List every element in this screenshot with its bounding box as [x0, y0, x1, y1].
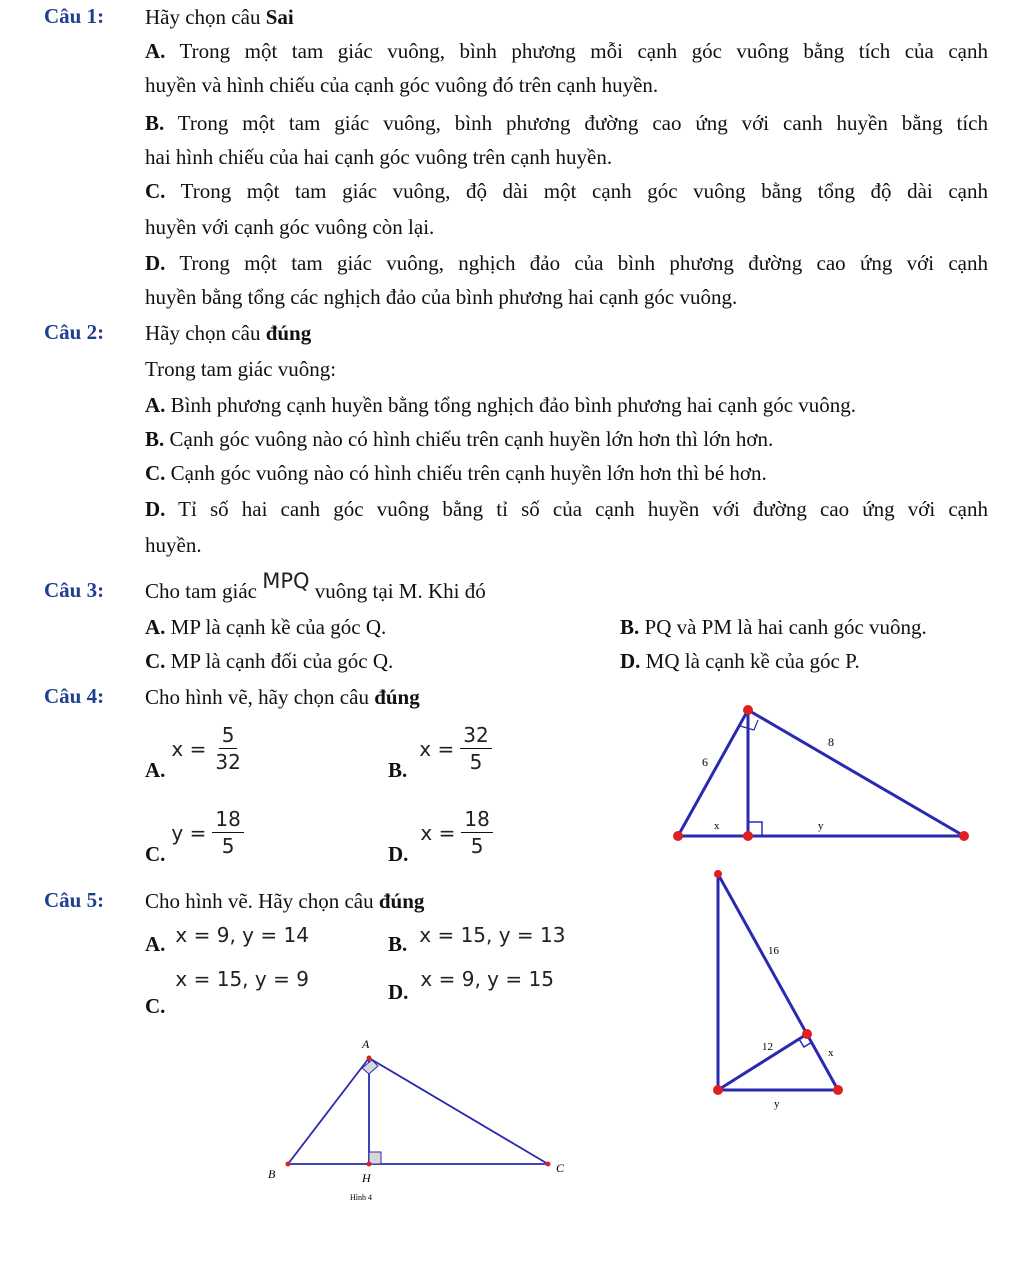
q5-prompt: [145, 888, 424, 914]
vertex-point-b: [286, 1162, 291, 1167]
fraction-den: 5: [469, 750, 483, 774]
label-12: 12: [762, 1041, 773, 1053]
option-text: x = 15, y = 9: [175, 966, 309, 991]
q4-option-d: [388, 806, 493, 866]
q2-prompt-bold: đúng: [265, 321, 312, 345]
label-6: 6: [702, 755, 708, 769]
option-letter: C.: [145, 461, 166, 485]
q1-option-d: [145, 250, 988, 276]
option-letter: A.: [145, 393, 166, 417]
option-letter: D.: [388, 980, 409, 1004]
q3-prompt-pre: Cho tam giác: [145, 579, 257, 603]
label-y: y: [818, 820, 824, 832]
option-text: Cạnh góc vuông nào có hình chiếu trên cạnh huyền lớn hơn thì lớn hơn.: [169, 427, 774, 451]
q3-prompt-post: vuông tại M. Khi đó: [314, 579, 486, 603]
option-letter: A.: [145, 39, 166, 63]
q3-option-a: [145, 614, 386, 640]
q4-prompt-bold: đúng: [374, 685, 420, 709]
fraction-num: 18: [461, 806, 492, 833]
q1-prompt-text: Hãy chọn câu: [145, 5, 261, 29]
option-text: MQ là cạnh kề của góc P.: [645, 649, 860, 673]
q2-label: Câu 2:: [44, 320, 105, 344]
label-c: C: [556, 1161, 565, 1175]
option-letter: A.: [145, 932, 166, 956]
vertex-point: [713, 1085, 723, 1095]
math-var: x =: [171, 736, 207, 761]
option-text: PQ và PM là hai canh góc vuông.: [644, 615, 927, 639]
side-ac-line: [369, 1058, 548, 1164]
vertex-point: [833, 1085, 843, 1095]
q1-prompt: [145, 4, 294, 30]
option-letter: D.: [145, 497, 166, 521]
option-letter: D.: [145, 251, 166, 275]
option-text: Trong một tam giác vuông, độ dài một cạnh góc vuông bằng tổng độ dài cạnh: [180, 179, 988, 203]
q3-label: Câu 3:: [44, 578, 105, 602]
option-letter: A.: [145, 758, 166, 782]
label-16: 16: [768, 945, 779, 957]
abc-triangle: [286, 1056, 551, 1167]
q2-option-a: [145, 392, 856, 418]
leg-left-line: [678, 710, 748, 836]
vertex-point: [959, 831, 969, 841]
math-var: x =: [419, 736, 455, 761]
q4-figure: [660, 696, 980, 856]
option-letter: B.: [620, 615, 640, 639]
math-var: x =: [420, 820, 456, 845]
label-b: B: [268, 1167, 276, 1181]
figure-caption: Hình 4: [350, 1193, 372, 1202]
fraction: [212, 806, 243, 859]
foot-point-h: [367, 1162, 372, 1167]
label-y: y: [774, 1098, 780, 1110]
option-letter: C.: [145, 179, 166, 203]
q3-triangle-name: MPQ: [262, 569, 310, 593]
fraction: [212, 722, 243, 775]
label-8: 8: [828, 735, 834, 749]
option-letter: D.: [388, 842, 409, 866]
fraction-num: 5: [219, 722, 238, 749]
q4-option-c: [145, 806, 244, 866]
option-text: Tỉ số hai canh góc vuông bằng tỉ số của cạnh huyền với đường cao ứng với cạnh: [178, 497, 989, 521]
q1-option-a-cont: huyền và hình chiếu của cạnh góc vuông đó trên cạnh huyền.: [145, 73, 659, 97]
q4-prompt-text: Cho hình vẽ, hãy chọn câu: [145, 685, 369, 709]
q2-option-d: [145, 496, 988, 522]
q1-option-c-cont: huyền với cạnh góc vuông còn lại.: [145, 215, 435, 239]
hypotenuse-line: [718, 874, 838, 1090]
q3-option-d: [620, 648, 860, 674]
option-text: Cạnh góc vuông nào có hình chiếu trên cạnh huyền lớn hơn thì bé hơn.: [170, 461, 767, 485]
option-text: Trong một tam giác vuông, bình phương mỗi cạnh góc vuông bằng tích của cạnh: [179, 39, 989, 63]
option-letter: C.: [145, 842, 166, 866]
math-var: y =: [171, 820, 207, 845]
q3-option-b: [620, 614, 927, 640]
foot-point: [802, 1029, 812, 1039]
right-angle-mark-h: [369, 1152, 381, 1164]
label-h: H: [362, 1171, 371, 1185]
q5-option-d: [388, 966, 554, 1004]
vertex-point-c: [546, 1162, 551, 1167]
q4-label: Câu 4:: [44, 684, 105, 708]
label-x: x: [714, 820, 720, 832]
q4-option-a: [145, 722, 244, 782]
q5-prompt-bold: đúng: [378, 889, 425, 913]
option-letter: B.: [388, 758, 408, 782]
fraction-num: 18: [212, 806, 243, 833]
option-text: Trong một tam giác vuông, bình phương đường cao ứng với canh huyền bằng tích: [177, 111, 988, 135]
q2-option-c: [145, 460, 767, 486]
q2-option-b: [145, 426, 773, 452]
side-ab-line: [288, 1058, 369, 1164]
q3-prompt: [145, 569, 486, 604]
fraction-den: 5: [221, 834, 235, 858]
vertex-point: [743, 705, 753, 715]
q2-prompt: [145, 320, 311, 346]
fraction: [461, 806, 492, 859]
q1-option-c: [145, 178, 988, 204]
q1-option-d-cont: huyền bằng tổng các nghịch đảo của bình phương hai cạnh góc vuông.: [145, 285, 738, 309]
q3-option-c: [145, 648, 393, 674]
option-letter: A.: [145, 615, 166, 639]
q1-option-b-cont: hai hình chiếu của hai cạnh góc vuông trên cạnh huyền.: [145, 145, 613, 169]
option-text: MP là cạnh kề của góc Q.: [170, 615, 387, 639]
option-text: x = 9, y = 15: [420, 966, 554, 991]
foot-point: [743, 831, 753, 841]
option-text: x = 15, y = 13: [419, 922, 566, 947]
fraction-den: 32: [215, 750, 241, 774]
q5-option-b: [388, 922, 566, 956]
q1-prompt-bold: Sai: [265, 5, 294, 29]
q5-option-c: [145, 966, 309, 1018]
q5-triangle: [713, 870, 843, 1095]
option-text: x = 9, y = 14: [175, 922, 309, 947]
abc-figure: [250, 1030, 580, 1210]
q2-prompt-text: Hãy chọn câu: [145, 321, 261, 345]
q2-option-d-cont: huyền.: [145, 533, 202, 557]
option-text: MP là cạnh đối của góc Q.: [170, 649, 394, 673]
option-letter: B.: [145, 427, 165, 451]
q5-figure: [700, 864, 860, 1114]
label-a: A: [362, 1037, 370, 1051]
q4-option-b: [388, 722, 492, 782]
option-text: Bình phương cạnh huyền bằng tổng nghịch đảo bình phương hai cạnh góc vuông.: [170, 393, 857, 417]
q1-option-a: [145, 38, 988, 64]
option-letter: C.: [145, 649, 166, 673]
option-letter: B.: [145, 111, 165, 135]
option-letter: C.: [145, 994, 166, 1018]
fraction-den: 5: [470, 834, 484, 858]
q5-label: Câu 5:: [44, 888, 105, 912]
label-x: x: [828, 1047, 834, 1059]
q5-prompt-text: Cho hình vẽ. Hãy chọn câu: [145, 889, 374, 913]
q1-option-b: [145, 110, 988, 136]
q1-label: Câu 1:: [44, 4, 105, 28]
option-text: Trong một tam giác vuông, nghịch đảo của bình phương đường cao ứng với cạnh: [179, 251, 988, 275]
q4-prompt: [145, 684, 420, 710]
option-letter: B.: [388, 932, 408, 956]
option-letter: D.: [620, 649, 641, 673]
fraction: [460, 722, 491, 775]
vertex-point-a: [367, 1056, 372, 1061]
vertex-point: [714, 870, 722, 878]
fraction-num: 32: [460, 722, 491, 749]
q5-option-a: [145, 922, 309, 956]
leg-right-line: [748, 710, 964, 836]
vertex-point: [673, 831, 683, 841]
q2-intro: Trong tam giác vuông:: [145, 357, 337, 381]
